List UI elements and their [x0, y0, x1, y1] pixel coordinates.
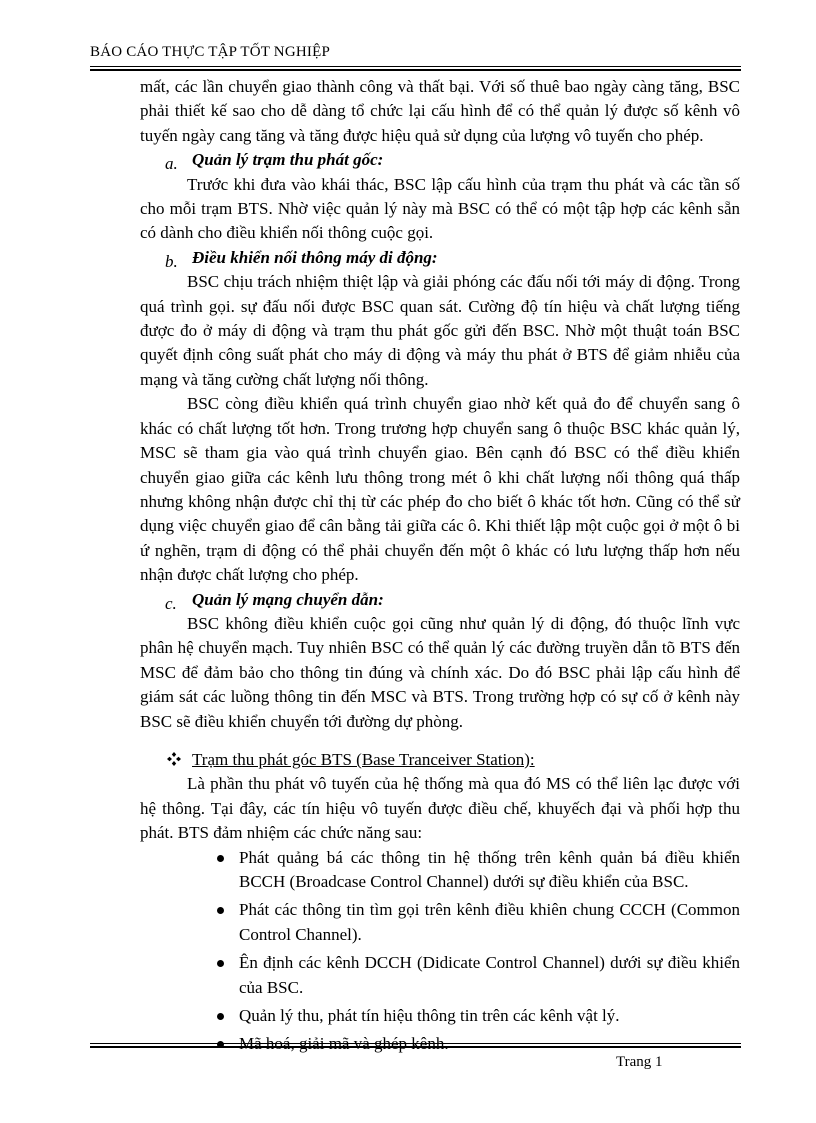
- bullet-dot-icon: [217, 907, 224, 914]
- list-item: [140, 951, 740, 1000]
- list-item: [140, 898, 740, 947]
- report-title: BÁO CÁO THỰC TẬP TỐT NGHIỆP: [90, 44, 330, 60]
- subsection-b-paragraph-2: BSC còng điều khiển quá trình chuyển giao nhờ kết quả đo để chuyển sang ô khác có chất lượng tốt hơn. Trong trương hợp chuyển sang ô thuộc BSC khác quản lý, MSC sẽ tham gia vào quá trình chuyển giao. Bên cạnh đó BSC có thể điều khiển chuyển giao giữa các kênh lưu thông trong mét ô khi chất lượng nối thông quá thấp nhưng không nhận được chỉ thị từ các phép đo cho biết ô khác tốt hơn. Cũng có thể sử dụng việc chuyển giao để cân bằng tải giữa các ô. Khi thiết lập một cuộc gọi ở một ô bi ứ nghẽn, trạm di động có thể phải chuyển đến một ô khác có lưu lượng thấp hơn nếu nhận được chất lượng cho phép.: [140, 394, 740, 585]
- list-item-text: Quản lý thu, phát tín hiệu thông tin trên các kênh vật lý.: [239, 1006, 620, 1026]
- bts-section-title: Trạm thu phát góc BTS (Base Tranceiver Station):: [192, 749, 535, 769]
- header-rule: [90, 66, 741, 71]
- bts-section-heading: [140, 748, 740, 772]
- subsection-b-heading: [140, 246, 740, 270]
- bts-function-list: [140, 846, 740, 1057]
- footer-rule: [90, 1043, 741, 1048]
- bullet-dot-icon: [217, 960, 224, 967]
- bullet-dot-icon: [217, 1013, 224, 1020]
- subsection-title: Quản lý mạng chuyển dẫn:: [192, 589, 384, 609]
- subsection-title: Quản lý trạm thu phát gốc:: [192, 150, 384, 170]
- list-item-text: Ên định các kênh DCCH (Didicate Control Channel) dưới sự điều khiển của BSC.: [239, 953, 740, 997]
- subsection-b-paragraph-1: BSC chịu trách nhiệm thiệt lập và giải phóng các đấu nối tới máy di động. Trong quá trình gọi. sự đấu nối được BSC quan sát. Cường độ tín hiệu và chất lượng tiếng được đo ở máy di động và trạm thu phát gốc gửi đến BSC. Nhờ một thuật toán BSC quyết định công suất phát cho máy di động và máy thu phát ở BTS để giảm nhiễu của mạng và tăng cường chất lượng nối thông.: [140, 272, 740, 389]
- subsection-a-paragraph: Trước khi đưa vào khái thác, BSC lập cấu hình của trạm thu phát và các tần số cho mỗi trạm BTS. Nhờ việc quản lý này mà BSC có thể có một tập hợp các kênh sẵn có dành cho điều khiển nối thông cuộc gọi.: [140, 174, 740, 243]
- list-item-text: Phát quảng bá các thông tin hệ thống trên kênh quản bá điều khiển BCCH (Broadcase Control Channel) dưới sự điều khiển của BSC.: [239, 847, 740, 891]
- subsection-title: Điều khiển nối thông máy di động:: [192, 247, 438, 267]
- list-item: [140, 846, 740, 895]
- subsection-letter: c.: [165, 593, 177, 613]
- bts-intro-paragraph: Là phần thu phát vô tuyến của hệ thống mà qua đó MS có thể liên lạc được với hệ thông. Tại đây, các tín hiệu vô tuyến được điều chế, khuyếch đại và phối hợp thu phát. BTS đảm nhiệm các chức năng sau:: [140, 774, 740, 843]
- four-diamond-bullet-icon: [167, 748, 181, 772]
- subsection-c-heading: [140, 588, 740, 612]
- subsection-c-paragraph: BSC không điều khiển cuộc gọi cũng như quản lý di động, đó thuộc lĩnh vực phân hệ chuyển mạch. Tuy nhiên BSC có thể quản lý các đường truyền dẫn tõ BTS đến MSC để đảm bảo cho thông tin đúng và chính xác. Do đó BSC phải lập cấu hình để giám sát các luồng thông tin đến MSC và BTS. Trong trường hợp có sự cố ở kênh này BSC sẽ điều khiển chuyển tới đường dự phòng.: [140, 613, 740, 731]
- page-number: Trang 1: [616, 1054, 663, 1070]
- list-item-text: Mã hoá, giải mã và ghép kênh.: [239, 1034, 449, 1054]
- bullet-dot-icon: [217, 855, 224, 862]
- subsection-letter: b.: [165, 251, 178, 271]
- page-header: [90, 44, 740, 61]
- subsection-letter: a.: [165, 154, 178, 174]
- list-item-text: Phát các thông tin tìm gọi trên kênh điều khiên chung CCCH (Common Control Channel).: [239, 900, 740, 944]
- intro-paragraph: mất, các lần chuyển giao thành công và thất bại. Với số thuê bao ngày càng tăng, BSC phải thiết kế sao cho dễ dàng tổ chức lại cấu hình để có thể quản lý được số kênh vô tuyến ngày cang tăng và tăng được hiệu quả sử dụng của lượng vô tuyến cho phép.: [140, 77, 740, 145]
- page-body: [140, 75, 740, 1061]
- subsection-a-heading: [140, 148, 740, 172]
- list-item: [140, 1004, 740, 1028]
